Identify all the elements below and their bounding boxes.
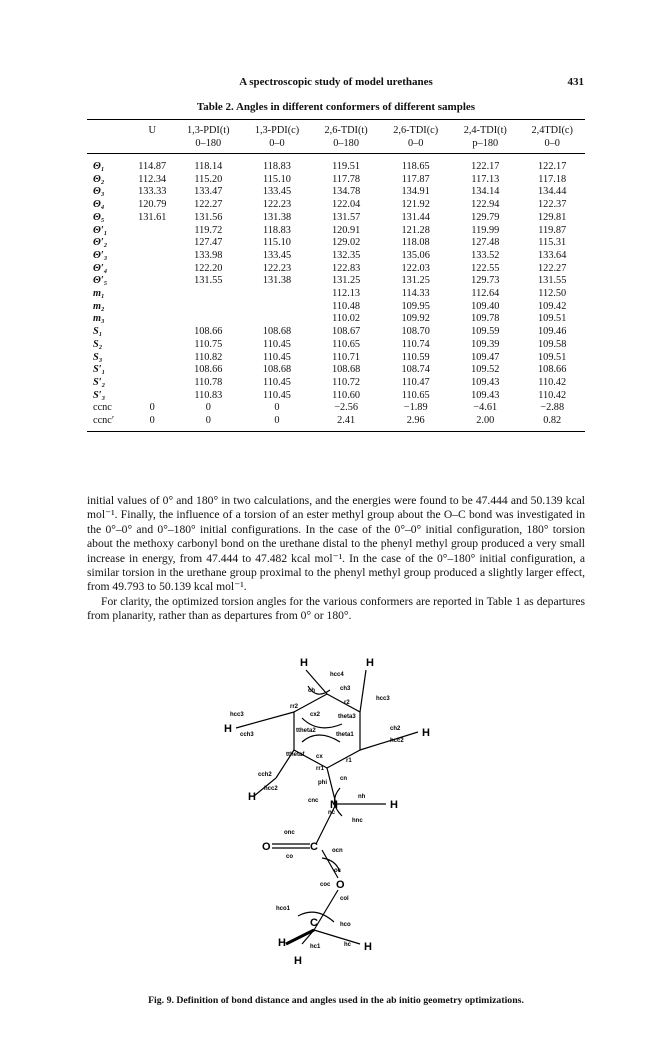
lbl-ch2: ch2 [390,726,401,732]
table-cell: 122.23 [262,262,292,274]
atom-h-1: H [300,657,308,669]
table-cell: 120.79 [138,199,167,211]
lbl-cch2: cch2 [258,772,272,778]
table-cell: 118.83 [263,161,291,172]
table-cell: 109.58 [538,338,567,350]
table-cell: 133.33 [138,186,167,198]
table-cell: 133.47 [194,186,223,198]
table-cell: 117.13 [471,173,500,185]
row-label: ccnc [93,402,112,414]
bond-h-top-right [360,670,366,712]
table-cell: 131.55 [538,275,567,287]
lbl-cch3: cch3 [240,732,254,738]
table-cell: 110.75 [194,338,223,350]
table-row [87,237,585,250]
geometry-labels [230,672,404,950]
table-cell: −2.88 [540,402,565,414]
table-cell: 109.46 [538,326,567,338]
table-cell: 2.00 [451,415,519,431]
table-cell: 122.27 [194,199,223,211]
lbl-ch3: ch3 [340,686,351,692]
table-cell [130,301,175,314]
table-cell: 127.48 [471,237,500,249]
table-cell: 115.10 [263,237,291,249]
table-cell: 108.68 [262,364,292,376]
atom-h-3: H [224,723,232,735]
row-label: m₂ [93,300,105,312]
bond-h-left [236,712,294,728]
lbl-r2: r2 [344,700,350,706]
column-header: 2,4TDI(c) [519,120,585,138]
table-cell: 109.95 [401,300,430,312]
table-cell: 129.81 [538,211,567,223]
table-cell: 109.39 [471,338,500,350]
row-label: Θ₃ [93,186,105,198]
atom-h-7: H [278,937,286,949]
table-cell: 112.64 [471,288,500,300]
table-cell: 109.52 [471,364,500,376]
table-cell: 109.78 [471,313,500,325]
atom-o-2: O [336,879,345,891]
table-cell: 110.65 [401,389,430,401]
table-row [87,390,585,403]
lbl-hcc4: hcc4 [330,672,344,678]
row-label: Θ₁ [93,161,105,172]
row-label: S₂ [93,338,103,350]
table-cell: 133.52 [471,249,500,261]
row-label: Θ₄ [93,199,105,211]
table-cell: 134.14 [471,186,500,198]
row-label: ccnc′ [87,415,130,431]
table-cell [130,339,175,352]
atom-h-8: H [364,941,372,953]
atom-n: N [330,799,338,811]
table-row [87,154,585,174]
table-cell: 127.47 [194,237,223,249]
figure-caption: Fig. 9. Definition of bond distance and angles used in the ab initio geometry optimizations. [148,995,524,1006]
row-label: Θ′₄ [93,262,108,274]
lbl-cx: cx [316,754,323,760]
table-cell: 110.48 [332,300,361,312]
table-row [87,275,585,288]
lbl-ttheta2: ttheta2 [296,728,316,734]
lbl-cnc: cnc [308,798,319,804]
table-cell: 131.25 [401,275,430,287]
table-cell: 133.45 [262,249,292,261]
table-cell: 112.34 [138,173,167,185]
table-cell: 135.06 [401,249,430,261]
table-cell: 133.64 [538,249,567,261]
table-cell: −1.89 [403,402,428,414]
table-cell: −4.61 [473,402,498,414]
table-cell: 114.33 [401,288,430,300]
page-number: 431 [567,76,584,88]
table-cell: 110.02 [332,313,361,325]
table-cell: 131.56 [194,211,223,223]
table-cell: 108.66 [194,364,223,376]
lbl-hcc3-a: hcc3 [376,696,390,702]
table-cell: 122.94 [471,199,500,211]
table-cell: 122.17 [471,161,500,172]
row-label: Θ₅ [93,211,105,223]
table-cell: 117.87 [401,173,430,185]
table-row [87,402,585,415]
lbl-phi: phi [318,780,327,786]
lbl-theta1: theta1 [336,732,354,738]
body-text [87,494,585,624]
table-cell [130,263,175,276]
atom-h-9: H [294,955,302,967]
table-cell: 110.59 [401,351,430,363]
table-cell: 114.87 [138,161,167,172]
table-row [87,263,585,276]
lbl-hnc: hnc [352,818,363,824]
table-cell: 0 [242,415,312,431]
table-cell: 121.92 [401,199,430,211]
table-cell [130,377,175,390]
row-label: Θ′₅ [93,275,108,287]
column-subheader: 0–0 [242,137,312,154]
table-cell [130,390,175,403]
column-subheader: 0–180 [175,137,242,154]
lbl-nc: nc [328,810,336,816]
row-label: S′₂ [93,376,106,388]
table-cell: 131.44 [401,211,430,223]
table-cell: 0 [175,415,242,431]
wedge-bond [286,930,314,944]
atom-labels [224,657,430,967]
table-row [87,212,585,225]
column-header: 2,6-TDI(c) [380,120,451,138]
lbl-hc1: hc1 [310,944,321,950]
column-header: 1,3-PDI(c) [242,120,312,138]
table-cell: 118.83 [263,224,291,236]
table-cell: 109.51 [538,313,567,325]
table-cell: 110.45 [263,389,291,401]
table-cell: 0 [130,415,175,431]
table-cell: 112.50 [538,288,567,300]
table-caption: Table 2. Angles in different conformers of different samples [196,101,476,113]
table-cell: 122.27 [538,262,567,274]
table-cell: 109.43 [471,376,500,388]
row-label: Θ₂ [93,173,105,185]
table-cell: 119.51 [332,161,361,172]
table-cell: 122.55 [471,262,500,274]
lbl-coc: coc [320,882,331,888]
table-cell: 121.28 [401,224,430,236]
table-cell: 122.23 [262,199,292,211]
atom-h-5: H [248,791,256,803]
table-cell: 109.92 [401,313,430,325]
table-cell: 119.87 [538,224,567,236]
table-cell: 122.37 [538,199,567,211]
table-cell: 110.45 [263,351,291,363]
table-cell: 118.08 [401,237,430,249]
lbl-ocn: ocn [332,848,343,854]
table-cell [130,225,175,238]
table-cell: 110.47 [401,376,430,388]
table-cell: 0 [274,402,280,414]
table-cell: 122.20 [194,262,223,274]
table-cell: 134.78 [331,186,361,198]
column-subheader: p–180 [451,137,519,154]
lbl-cn: cn [340,776,348,782]
table-cell: 110.82 [194,351,223,363]
table-row [87,415,585,431]
table-cell [175,313,242,326]
lbl-r1: r1 [346,758,352,764]
row-label: Θ′₃ [93,249,108,261]
row-label: S₃ [93,351,103,363]
table-cell: 108.66 [538,364,567,376]
lbl-oc: oc [334,868,342,874]
row-label: Θ′₁ [93,224,108,236]
table-cell: 110.60 [332,389,361,401]
table-cell: 109.51 [538,351,567,363]
lbl-rr1: rr1 [316,766,325,772]
column-subheader: 0–180 [312,137,380,154]
table-cell: 133.45 [262,186,292,198]
lbl-tthetaf: tthetaf [286,752,305,758]
table-cell [130,326,175,339]
table-cell: 122.03 [401,262,430,274]
table-cell: 109.47 [471,351,500,363]
lbl-rr2: rr2 [290,704,299,710]
table-cell: 110.45 [263,376,291,388]
table-cell: 110.83 [194,389,223,401]
row-label: S′₃ [93,389,106,401]
table-cell: 109.43 [471,389,500,401]
table-row [87,174,585,187]
table-cell: 110.78 [194,376,223,388]
table-cell [175,288,242,301]
table-cell: 108.66 [194,326,223,338]
table-cell: 110.74 [401,338,430,350]
row-label: Θ′₂ [93,237,108,249]
table-cell: 131.57 [331,211,361,223]
table-cell: 129.79 [471,211,500,223]
table-cell: 134.44 [538,186,567,198]
table-row [87,364,585,377]
table-cell: 117.78 [332,173,361,185]
running-title: A spectroscopic study of model urethanes [239,76,433,88]
table-cell: 0.82 [519,415,585,431]
lbl-hc: hc [344,942,352,948]
lbl-hco1: hco1 [276,906,291,912]
column-subheader [87,137,130,154]
lbl-cx2: cx2 [310,712,321,718]
table-cell: 0 [205,402,211,414]
bond-h-right [360,732,418,750]
lbl-onc: onc [284,830,295,836]
table-cell: 133.98 [194,249,223,261]
table-cell: 115.31 [538,237,567,249]
table-cell: 118.14 [194,161,223,172]
arc-3 [302,735,340,742]
table-cell: 115.10 [263,173,291,185]
table-cell: 108.68 [262,326,292,338]
table-cell: 131.38 [262,275,292,287]
column-header [87,120,130,138]
column-subheader: 0–0 [380,137,451,154]
atom-o-1: O [262,841,271,853]
table-cell: 112.13 [332,288,361,300]
bond-c-h-right [314,930,360,944]
table-row [87,339,585,352]
table-cell [242,313,312,326]
table-cell: 122.17 [538,161,567,172]
table-cell: 109.42 [538,300,567,312]
arc-2 [302,718,342,728]
bond-wedge [286,930,314,944]
lbl-theta3: theta3 [338,714,356,720]
table-cell [242,301,312,314]
table-row [87,199,585,212]
table-cell: 129.02 [331,237,361,249]
table-row [87,186,585,199]
atom-h-4: H [422,727,430,739]
table-cell: 134.91 [401,186,430,198]
table-row [87,301,585,314]
molecule-figure [190,646,490,968]
atom-h-2: H [366,657,374,669]
table-cell [130,237,175,250]
table-cell: 0 [149,402,155,414]
table-cell [130,275,175,288]
table-row [87,225,585,238]
atom-c-1: C [310,841,318,853]
table-row [87,288,585,301]
table-cell [130,250,175,263]
lbl-hcc3-b: hcc3 [230,712,244,718]
table-cell: 131.25 [331,275,361,287]
table-cell: 122.04 [331,199,361,211]
body-paragraph-1: initial values of 0° and 180° in two calculations, and the energies were found to be 47.444 and 50.139 kcal mol⁻¹. Finally, the influence of a torsion of an ester methyl group about the O–C bond was investigated in the 0°–0° and 0°–180° initial configurations. In the case of the 0°–0° initial configuration, 180° torsion about the methoxy carbonyl bond on the urethane distal to the phenyl methyl group produced a very small increase in energy, from 47.444 to 47.482 kcal mol⁻¹. In the case of the 0°–180° initial configuration, a similar torsion in the urethane group proximal to the phenyl methyl group produced a slightly larger effect, from 49.793 to 50.139 kcal mol⁻¹. [87,494,585,594]
table-cell: 131.38 [262,211,292,223]
table-cell: 115.20 [194,173,223,185]
row-label: m₃ [93,313,105,325]
table-cell: 119.72 [194,224,223,236]
table-cell: 108.74 [401,364,430,376]
table-cell: 131.61 [138,211,167,223]
table-cell: 110.42 [538,376,567,388]
table-row [87,313,585,326]
lbl-hcc2-a: hcc2 [390,738,404,744]
table-row [87,352,585,365]
table-cell: 131.55 [194,275,223,287]
atom-h-6: H [390,799,398,811]
table-cell: 117.18 [538,173,567,185]
running-header [0,76,672,92]
row-label: S′₁ [93,364,106,376]
table-cell: 110.71 [332,351,361,363]
table-row [87,250,585,263]
lbl-co: co [286,854,294,860]
column-header: U [130,120,175,138]
row-label: m₁ [93,288,105,300]
angles-table [87,119,585,432]
atom-c-2: C [310,917,318,929]
table-cell: 110.42 [538,389,567,401]
table-cell: 109.59 [471,326,500,338]
table-cell: 110.45 [263,338,291,350]
table-cell [130,364,175,377]
table-cell: 108.68 [331,364,361,376]
body-paragraph-2: For clarity, the optimized torsion angles for the various conformers are reported in Table 1 as departures from planarity, rather than as departures from 0° or 180°. [87,594,585,623]
lbl-nh: nh [358,794,366,800]
table-cell: 108.70 [401,326,430,338]
table-cell: 2.96 [380,415,451,431]
lbl-col: col [340,896,349,902]
table-cell: 110.65 [332,338,361,350]
table-cell: 120.91 [331,224,361,236]
table-cell [242,288,312,301]
table-cell [130,288,175,301]
column-header: 1,3-PDI(t) [175,120,242,138]
table-cell: 119.99 [471,224,500,236]
table-row [87,326,585,339]
column-header: 2,4-TDI(t) [451,120,519,138]
table-cell: 2.41 [312,415,380,431]
column-subheader: 0–0 [519,137,585,154]
table-cell: 118.65 [401,161,430,172]
column-header: 2,6-TDI(t) [312,120,380,138]
table-row [87,377,585,390]
table-cell: 129.73 [471,275,500,287]
table-cell [175,301,242,314]
lbl-hco: hco [340,922,351,928]
table-cell: 109.40 [471,300,500,312]
lbl-hcc2: hcc2 [264,786,278,792]
table-cell: 122.83 [331,262,361,274]
table-cell [130,313,175,326]
row-label: S₁ [93,326,103,338]
table-cell: 110.72 [332,376,361,388]
table-cell: 132.35 [331,249,361,261]
table-cell [130,352,175,365]
lbl-ch: ch [308,688,316,694]
table-cell: −2.56 [334,402,359,414]
column-subheader [130,137,175,154]
table-cell: 108.67 [331,326,361,338]
